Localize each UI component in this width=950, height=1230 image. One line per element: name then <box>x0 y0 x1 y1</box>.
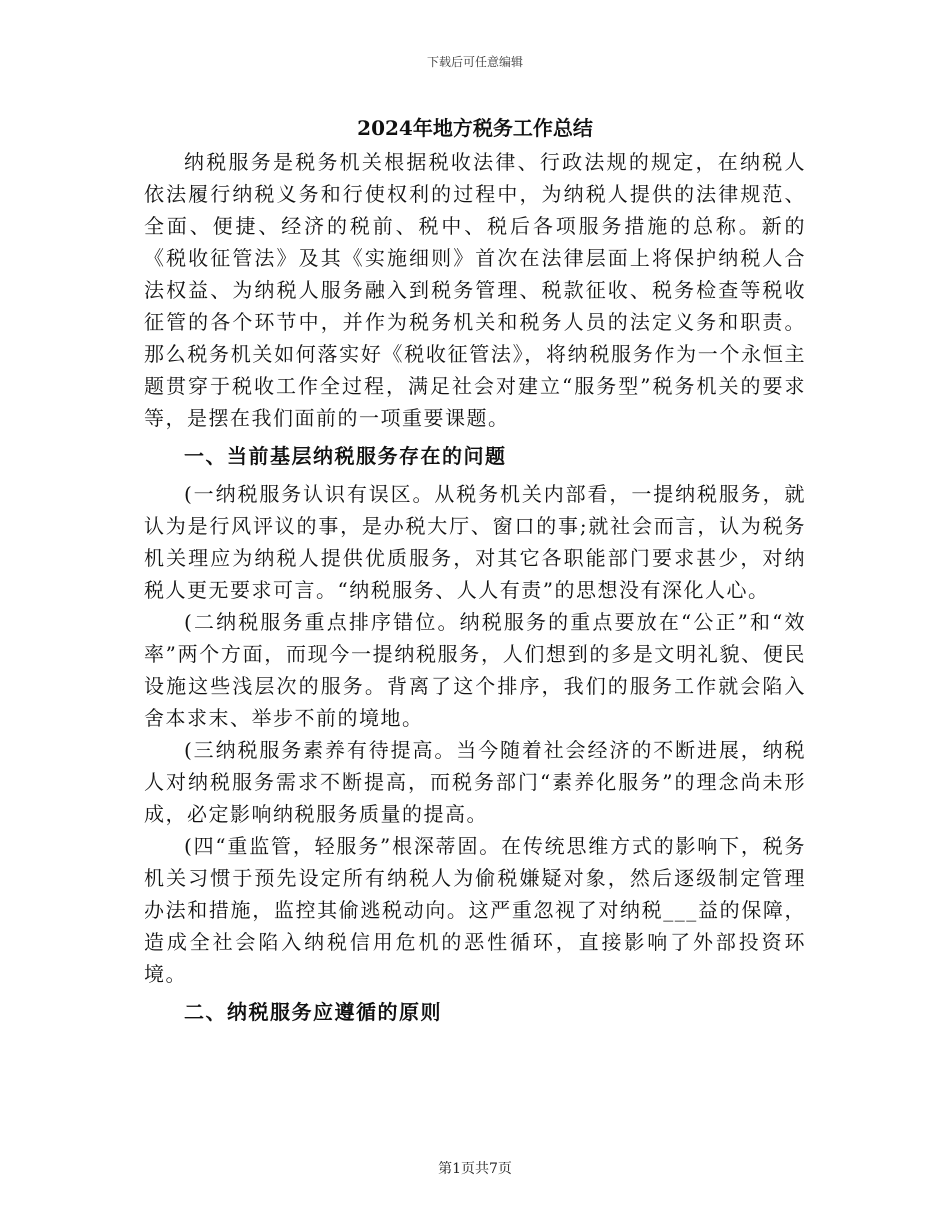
document-title: 2024年地方税务工作总结 <box>357 116 593 140</box>
document-body <box>144 112 806 1034</box>
section-1-heading: 一、当前基层纳税服务存在的问题 <box>184 444 507 468</box>
section-1-paragraph-1: (一纳税服务认识有误区。从税务机关内部看，一提纳税服务，就认为是行风评议的事，是办税大厅、窗口的事;就社会而言，认为税务机关理应为纳税人提供优质服务，对其它各职能部门要求甚少，对纳税人更无要求可言。“纳税服务、人人有责”的思想没有深化人心。 <box>144 482 806 602</box>
header-note: 下载后可任意编辑 <box>426 55 523 69</box>
section-2-heading: 二、纳税服务应遵循的原则 <box>184 1000 442 1024</box>
section-1-paragraph-3: (三纳税服务素养有待提高。当今随着社会经济的不断进展，纳税人对纳税服务需求不断提高，而税务部门“素养化服务”的理念尚未形成，必定影响纳税服务质量的提高。 <box>144 738 806 826</box>
section-1-paragraph-4: (四“重监管，轻服务”根深蒂固。在传统思维方式的影响下，税务机关习惯于预先设定所有纳税人为偷税嫌疑对象，然后逐级制定管理办法和措施，监控其偷逃税动向。这严重忽视了对纳税___益的保障，造成全社会陷入纳税信用危机的恶性循环，直接影响了外部投资环境。 <box>144 834 806 986</box>
page-indicator: 第1页共7页 <box>438 1161 512 1177</box>
section-1-paragraph-2: (二纳税服务重点排序错位。纳税服务的重点要放在“公正”和“效率”两个方面，而现今一提纳税服务，人们想到的多是文明礼貌、便民设施这些浅层次的服务。背离了这个排序，我们的服务工作就会陷入舍本求末、举步不前的境地。 <box>144 610 806 730</box>
intro-paragraph: 纳税服务是税务机关根据税收法律、行政法规的规定，在纳税人依法履行纳税义务和行使权利的过程中，为纳税人提供的法律规范、全面、便捷、经济的税前、税中、税后各项服务措施的总称。新的《税收征管法》及其《实施细则》首次在法律层面上将保护纳税人合法权益、为纳税人服务融入到税务管理、税款征收、税务检查等税收征管的各个环节中，并作为税务机关和税务人员的法定义务和职责。那么税务机关如何落实好《税收征管法》，将纳税服务作为一个永恒主题贯穿于税收工作全过程，满足社会对建立“服务型”税务机关的要求等，是摆在我们面前的一项重要课题。 <box>144 150 806 430</box>
